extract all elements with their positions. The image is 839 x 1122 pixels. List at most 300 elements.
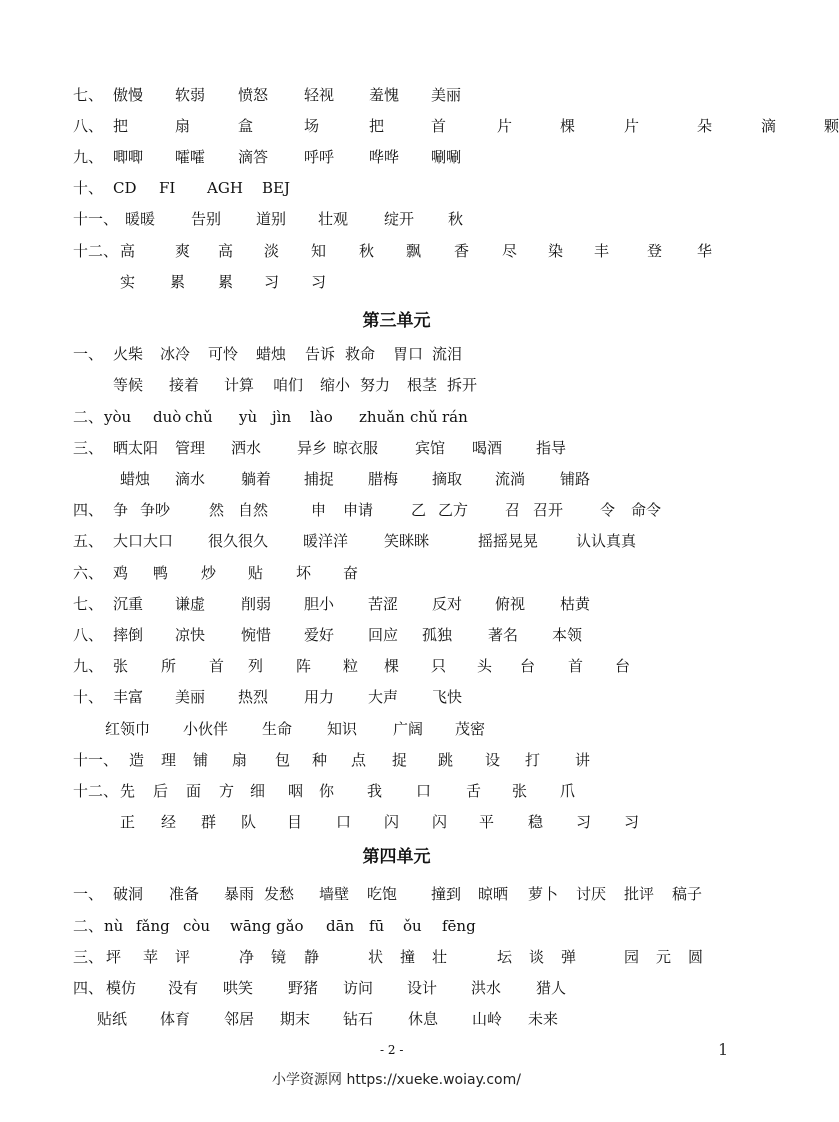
question-number: 一、	[73, 345, 104, 363]
answer-token: yù	[239, 408, 258, 426]
answer-token: 把	[369, 117, 385, 135]
answer-token: chǔ	[410, 408, 438, 426]
answer-token: 实	[120, 273, 136, 291]
answer-token: 根茎	[407, 376, 438, 394]
answer-token: 孤独	[422, 626, 453, 644]
answer-token: 飘	[406, 242, 422, 260]
answer-token: 方	[219, 782, 235, 800]
answer-token: 片	[624, 117, 640, 135]
answer-token: 发愁	[264, 885, 295, 903]
answer-token: 阵	[296, 657, 312, 675]
answer-line	[0, 686, 793, 708]
question-number: 十二、	[73, 242, 119, 260]
answer-token: dān	[326, 917, 355, 935]
answer-token: 本领	[552, 626, 583, 644]
answer-token: 墙壁	[319, 885, 350, 903]
answer-token: 红领巾	[105, 720, 151, 738]
answer-token: 铺路	[560, 470, 591, 488]
question-number: 八、	[73, 626, 104, 644]
answer-token: 洪水	[471, 979, 502, 997]
answer-token: 元	[656, 948, 672, 966]
answer-token: 乙	[411, 501, 427, 519]
answer-token: wāng	[230, 917, 272, 935]
question-number: 六、	[73, 564, 104, 582]
answer-token: 哗哗	[369, 148, 400, 166]
answer-token: 钻石	[343, 1010, 374, 1028]
answer-token: 暖暖	[125, 210, 156, 228]
answer-token: 轻视	[304, 86, 335, 104]
answer-token: 晾晒	[478, 885, 509, 903]
answer-token: 生命	[262, 720, 293, 738]
question-number: 四、	[73, 979, 104, 997]
answer-line	[0, 84, 793, 106]
answer-line	[0, 468, 793, 490]
answer-token: CD	[113, 179, 137, 197]
answer-token: 争吵	[140, 501, 171, 519]
answer-token: 大声	[368, 688, 399, 706]
answer-token: 目	[287, 813, 303, 831]
answer-token: 暖洋洋	[303, 532, 349, 550]
answer-token: 缩小	[320, 376, 351, 394]
footer-watermark: 小学资源网 https://xueke.woiay.com/	[272, 1072, 521, 1088]
answer-token: 救命	[345, 345, 376, 363]
answer-token: 种	[312, 751, 328, 769]
answer-token: 笑眯眯	[384, 532, 430, 550]
answer-token: 累	[170, 273, 186, 291]
answer-token: 造	[129, 751, 145, 769]
answer-token: 吃饱	[367, 885, 398, 903]
answer-token: nù	[104, 917, 124, 935]
answer-token: 苦涩	[368, 595, 399, 613]
answer-token: 包	[275, 751, 291, 769]
answer-token: 秋	[359, 242, 375, 260]
answer-token: 嚯嚯	[175, 148, 206, 166]
answer-token: 淡	[264, 242, 280, 260]
answer-token: 高	[218, 242, 234, 260]
answer-token: 壮观	[318, 210, 349, 228]
answer-token: fēng	[442, 917, 476, 935]
answer-token: 未来	[528, 1010, 559, 1028]
answer-token: 邻居	[224, 1010, 255, 1028]
page-number: - 2 -	[380, 1043, 404, 1057]
answer-token: 习	[624, 813, 640, 831]
answer-token: 点	[351, 751, 367, 769]
answer-token: 摘取	[432, 470, 463, 488]
answer-token: 染	[548, 242, 564, 260]
answer-token: 讲	[575, 751, 591, 769]
answer-token: 野猪	[288, 979, 319, 997]
answer-token: 只	[431, 657, 447, 675]
answer-token: 蜡烛	[256, 345, 287, 363]
answer-line	[0, 406, 793, 428]
answer-token: 谈	[529, 948, 545, 966]
answer-token: 准备	[169, 885, 200, 903]
answer-line	[0, 1008, 793, 1030]
answer-token: 咱们	[273, 376, 304, 394]
answer-token: 用力	[304, 688, 335, 706]
answer-token: 告诉	[305, 345, 336, 363]
answer-token: 没有	[168, 979, 199, 997]
answer-token: 等候	[113, 376, 144, 394]
answer-token: 争	[113, 501, 129, 519]
answer-token: 洒水	[231, 439, 262, 457]
answer-token: 美丽	[431, 86, 462, 104]
question-number: 四、	[73, 501, 104, 519]
answer-token: 热烈	[238, 688, 269, 706]
answer-token: 计算	[224, 376, 255, 394]
answer-token: 稳	[528, 813, 544, 831]
answer-token: 唧唧	[113, 148, 144, 166]
answer-token: 大口大口	[113, 532, 174, 550]
answer-token: 滴	[761, 117, 777, 135]
answer-token: 台	[520, 657, 536, 675]
answer-token: 场	[304, 117, 320, 135]
answer-token: 弹	[561, 948, 577, 966]
answer-token: 跳	[438, 751, 454, 769]
answer-token: chǔ	[185, 408, 213, 426]
answer-token: 可怜	[208, 345, 239, 363]
answer-token: 然	[209, 501, 225, 519]
answer-token: 体育	[160, 1010, 191, 1028]
answer-token: 爽	[175, 242, 191, 260]
answer-token: 鸭	[153, 564, 169, 582]
answer-token: AGH	[207, 179, 243, 197]
answer-token: 暴雨	[224, 885, 255, 903]
question-number: 十一、	[73, 210, 119, 228]
answer-token: 正	[120, 813, 136, 831]
answer-token: 壮	[432, 948, 448, 966]
answer-token: 谦虚	[175, 595, 206, 613]
question-number: 九、	[73, 148, 104, 166]
answer-token: 坪	[106, 948, 122, 966]
answer-token: 令	[600, 501, 616, 519]
answer-token: 片	[497, 117, 513, 135]
answer-token: 回应	[368, 626, 399, 644]
answer-token: 申	[311, 501, 327, 519]
question-number: 三、	[73, 948, 104, 966]
answer-token: 愤怒	[238, 86, 269, 104]
answer-token: 平	[479, 813, 495, 831]
answer-token: 撞	[400, 948, 416, 966]
answer-token: 山岭	[472, 1010, 503, 1028]
answer-token: 指导	[536, 439, 567, 457]
answer-token: 拆开	[447, 376, 478, 394]
answer-token: 飞快	[432, 688, 463, 706]
answer-token: 火柴	[113, 345, 144, 363]
answer-token: BEJ	[262, 179, 290, 197]
answer-token: fū	[369, 917, 385, 935]
answer-token: 腊梅	[368, 470, 399, 488]
answer-token: 软弱	[175, 86, 206, 104]
answer-token: 舌	[466, 782, 482, 800]
answer-token: 批评	[624, 885, 655, 903]
answer-token: 张	[512, 782, 528, 800]
answer-token: 萝卜	[528, 885, 559, 903]
answer-line	[0, 208, 793, 230]
answer-token: 坛	[497, 948, 513, 966]
answer-token: 流泪	[432, 345, 463, 363]
answer-line	[0, 718, 793, 740]
answer-token: gǎo	[276, 917, 304, 935]
question-number: 七、	[73, 595, 104, 613]
answer-token: 鸡	[113, 564, 129, 582]
question-number: 九、	[73, 657, 104, 675]
answer-token: 颗	[824, 117, 839, 135]
answer-token: 扇	[232, 751, 248, 769]
answer-token: 后	[153, 782, 169, 800]
answer-token: 净	[239, 948, 255, 966]
answer-token: 首	[431, 117, 447, 135]
answer-token: 美丽	[175, 688, 206, 706]
answer-line	[0, 240, 793, 262]
answer-token: 小伙伴	[183, 720, 229, 738]
answer-token: 闪	[384, 813, 400, 831]
answer-token: 冰冷	[160, 345, 191, 363]
answer-token: 自然	[238, 501, 269, 519]
unit-4-heading: 第四单元	[362, 847, 431, 867]
answer-token: 知	[311, 242, 327, 260]
answer-token: 咽	[288, 782, 304, 800]
answer-line	[0, 780, 793, 802]
answer-token: 尽	[502, 242, 518, 260]
answer-token: còu	[183, 917, 211, 935]
answer-line	[0, 915, 793, 937]
answer-token: 台	[615, 657, 631, 675]
answer-line	[0, 146, 793, 168]
answer-token: 我	[367, 782, 383, 800]
answer-token: 枯黄	[560, 595, 591, 613]
answer-token: 队	[241, 813, 257, 831]
answer-token: 沉重	[113, 595, 144, 613]
answer-token: 所	[161, 657, 177, 675]
question-number: 八、	[73, 117, 104, 135]
answer-token: 猎人	[536, 979, 567, 997]
question-number: 十一、	[73, 751, 119, 769]
answer-token: 宾馆	[415, 439, 446, 457]
unit-3-heading: 第三单元	[362, 311, 431, 331]
answer-line	[0, 115, 839, 137]
answer-token: 登	[647, 242, 663, 260]
answer-token: 努力	[360, 376, 391, 394]
answer-line	[0, 811, 793, 833]
answer-token: 俯视	[495, 595, 526, 613]
answer-token: 爱好	[304, 626, 335, 644]
answer-token: 把	[113, 117, 129, 135]
answer-line	[0, 593, 793, 615]
answer-token: 很久很久	[208, 532, 269, 550]
answer-token: 知识	[327, 720, 358, 738]
answer-line	[0, 499, 793, 521]
answer-token: 摇摇晃晃	[478, 532, 539, 550]
answer-token: 滴水	[175, 470, 206, 488]
answer-token: 惋惜	[241, 626, 272, 644]
answer-token: 异乡	[297, 439, 328, 457]
answer-token: 口	[416, 782, 432, 800]
answer-token: 讨厌	[576, 885, 607, 903]
answer-token: 秋	[448, 210, 464, 228]
answer-token: 召开	[533, 501, 564, 519]
answer-token: 胆小	[304, 595, 335, 613]
answer-token: 习	[264, 273, 280, 291]
answer-token: 首	[568, 657, 584, 675]
answer-token: 广阔	[393, 720, 424, 738]
answer-token: 盒	[238, 117, 254, 135]
answer-line	[0, 374, 793, 396]
answer-token: 口	[336, 813, 352, 831]
answer-token: 胃口	[393, 345, 424, 363]
answer-token: fǎng	[136, 917, 170, 935]
answer-line	[0, 624, 793, 646]
answer-token: 道别	[256, 210, 287, 228]
answer-token: 稿子	[672, 885, 703, 903]
question-number: 三、	[73, 439, 104, 457]
answer-token: 理	[161, 751, 177, 769]
answer-token: 滴答	[238, 148, 269, 166]
answer-token: duò	[153, 408, 182, 426]
answer-token: 头	[477, 657, 493, 675]
answer-token: 蜡烛	[120, 470, 151, 488]
answer-token: 扇	[175, 117, 191, 135]
answer-token: 唰唰	[431, 148, 462, 166]
answer-token: 傲慢	[113, 86, 144, 104]
answer-token: 申请	[343, 501, 374, 519]
answer-token: 流淌	[495, 470, 526, 488]
answer-token: 捉	[392, 751, 408, 769]
question-number: 七、	[73, 86, 104, 104]
answer-token: 著名	[488, 626, 519, 644]
answer-token: 丰富	[113, 688, 144, 706]
answer-token: 召	[505, 501, 521, 519]
answer-token: lào	[310, 408, 333, 426]
answer-line	[0, 562, 793, 584]
answer-line	[0, 977, 793, 999]
answer-token: 棵	[384, 657, 400, 675]
answer-token: rán	[442, 408, 468, 426]
answer-token: 爪	[560, 782, 576, 800]
answer-token: 告别	[191, 210, 222, 228]
answer-token: 命令	[631, 501, 662, 519]
answer-token: 期末	[280, 1010, 311, 1028]
answer-token: 凉快	[175, 626, 206, 644]
answer-token: 管理	[175, 439, 206, 457]
answer-token: 列	[248, 657, 264, 675]
answer-token: zhuǎn	[359, 408, 405, 426]
answer-token: 评	[175, 948, 191, 966]
answer-token: 累	[218, 273, 234, 291]
answer-token: 撞到	[431, 885, 462, 903]
answer-token: 棵	[560, 117, 576, 135]
answer-token: 圆	[688, 948, 704, 966]
answer-token: 习	[311, 273, 327, 291]
answer-token: 认认真真	[576, 532, 637, 550]
answer-token: 群	[201, 813, 217, 831]
answer-token: 晒太阳	[113, 439, 159, 457]
answer-token: 破洞	[113, 885, 144, 903]
answer-token: 休息	[408, 1010, 439, 1028]
answer-token: 削弱	[241, 595, 272, 613]
answer-token: 铺	[193, 751, 209, 769]
answer-line	[0, 749, 793, 771]
answer-token: 香	[454, 242, 470, 260]
answer-token: 闪	[432, 813, 448, 831]
answer-line	[0, 437, 793, 459]
answer-line	[0, 883, 793, 905]
answer-token: 躺着	[241, 470, 272, 488]
answer-token: 镜	[271, 948, 287, 966]
answer-token: 捕捉	[304, 470, 335, 488]
answer-token: 高	[120, 242, 136, 260]
answer-token: 喝酒	[472, 439, 503, 457]
answer-token: 哄笑	[223, 979, 254, 997]
question-number: 二、	[73, 917, 104, 935]
question-number: 五、	[73, 532, 104, 550]
answer-line	[0, 271, 793, 293]
answer-token: yòu	[104, 408, 132, 426]
answer-token: 呼呼	[304, 148, 335, 166]
answer-token: 奋	[343, 564, 359, 582]
answer-token: 反对	[432, 595, 463, 613]
answer-line	[0, 343, 793, 365]
answer-token: 面	[186, 782, 202, 800]
answer-token: 粒	[343, 657, 359, 675]
answer-token: 首	[209, 657, 225, 675]
answer-token: 状	[368, 948, 384, 966]
answer-token: 朵	[697, 117, 713, 135]
answer-token: 茂密	[455, 720, 486, 738]
answer-line	[0, 655, 793, 677]
answer-line	[0, 177, 793, 199]
answer-token: 细	[250, 782, 266, 800]
answer-token: 华	[697, 242, 713, 260]
answer-token: 设计	[407, 979, 438, 997]
answer-token: 模仿	[106, 979, 137, 997]
answer-token: 丰	[594, 242, 610, 260]
question-number: 十二、	[73, 782, 119, 800]
edge-mark: 1	[718, 1040, 729, 1059]
answer-token: 摔倒	[113, 626, 144, 644]
answer-token: 打	[525, 751, 541, 769]
answer-token: ǒu	[403, 917, 422, 935]
question-number: 十、	[73, 179, 104, 197]
answer-token: 贴	[248, 564, 264, 582]
answer-token: 经	[161, 813, 177, 831]
answer-token: jìn	[272, 408, 292, 426]
answer-token: 访问	[343, 979, 374, 997]
answer-token: 接着	[169, 376, 200, 394]
answer-token: 炒	[201, 564, 217, 582]
question-number: 二、	[73, 408, 104, 426]
answer-token: 羞愧	[369, 86, 400, 104]
answer-line	[0, 530, 793, 552]
answer-token: 苹	[143, 948, 159, 966]
answer-token: 坏	[296, 564, 312, 582]
answer-token: FI	[159, 179, 176, 197]
answer-token: 贴纸	[97, 1010, 128, 1028]
answer-token: 你	[319, 782, 335, 800]
answer-line	[0, 946, 793, 968]
answer-token: 设	[485, 751, 501, 769]
answer-token: 张	[113, 657, 129, 675]
answer-token: 晾衣服	[333, 439, 379, 457]
answer-token: 静	[304, 948, 320, 966]
answer-token: 习	[576, 813, 592, 831]
question-number: 十、	[73, 688, 104, 706]
answer-token: 乙方	[438, 501, 469, 519]
answer-token: 先	[120, 782, 136, 800]
answer-token: 绽开	[384, 210, 415, 228]
question-number: 一、	[73, 885, 104, 903]
answer-token: 园	[624, 948, 640, 966]
